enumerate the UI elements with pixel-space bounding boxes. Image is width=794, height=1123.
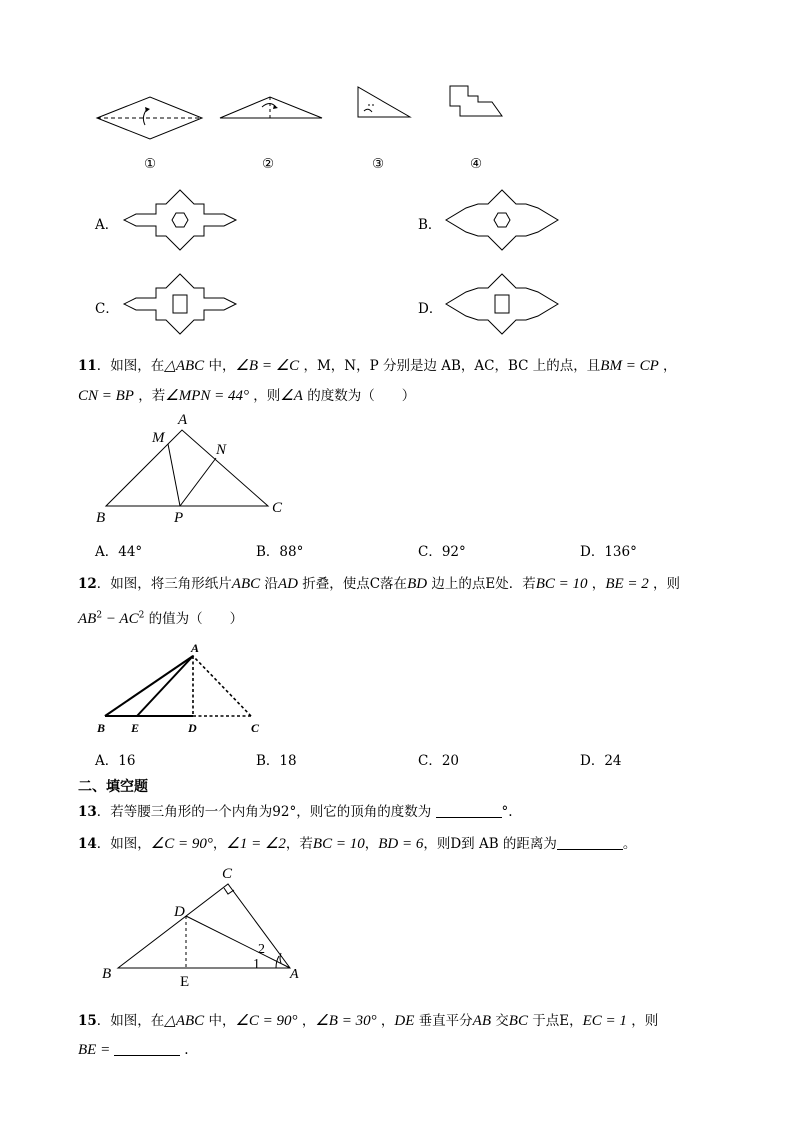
q13-answer-blank[interactable] (436, 803, 502, 818)
q11-number: 11 (78, 358, 97, 374)
q12-stem-line-2: $AB^2 - AC^2$ 的值为（ ） (78, 610, 244, 627)
q10-option-c-figure[interactable] (120, 270, 240, 340)
q10-option-b-figure[interactable] (442, 186, 562, 256)
q12-label-e: E (131, 721, 140, 735)
q14-label-angle-2: 2 (258, 942, 265, 957)
q14-label-e: E (180, 974, 190, 990)
q12-option-a[interactable]: A．16 (95, 753, 136, 769)
section-2-heading: 二、填空题 (78, 779, 148, 795)
fold-step-label-4: ④ (470, 156, 483, 172)
q10-option-a-label[interactable]: A． (95, 217, 119, 233)
q11-triangle-figure (92, 410, 302, 530)
q14-answer-blank[interactable] (557, 835, 623, 850)
q15-stem-line-2: BE = . (78, 1042, 189, 1058)
q14-triangle-figure (98, 862, 318, 992)
q12-option-b[interactable]: B．18 (256, 753, 297, 769)
q13-stem: 13．若等腰三角形的一个内角为92°，则它的顶角的度数为 °. (78, 804, 513, 820)
q10-option-d-figure[interactable] (442, 270, 562, 340)
q12-number: 12 (78, 576, 97, 592)
q14-number: 14 (78, 836, 97, 852)
q11-label-c: C (272, 500, 283, 516)
fold-step-1-figure (95, 95, 205, 145)
q13-number: 13 (78, 804, 97, 820)
q11-label-p: P (174, 510, 184, 526)
q14-label-c: C (222, 866, 233, 882)
q14-label-d: D (174, 904, 185, 920)
q10-option-b-label[interactable]: B． (418, 217, 442, 233)
q10-option-c-label[interactable]: C． (95, 301, 119, 317)
fold-step-2-figure (218, 95, 328, 125)
q11-label-m: M (152, 430, 165, 446)
q11-label-a: A (178, 412, 188, 428)
q11-option-c[interactable]: C．92° (418, 544, 466, 560)
fold-step-label-3: ③ (372, 156, 385, 172)
fold-step-label-2: ② (262, 156, 275, 172)
q15-stem-line-1: 15．如图，在△ABC 中，∠C = 90° ，∠B = 30° ，DE 垂直平分AB 交BC 于点E，EC = 1 ，则 (78, 1013, 659, 1029)
q11-label-b: B (96, 510, 106, 526)
q15-number: 15 (78, 1013, 97, 1029)
q14-stem: 14．如图，∠C = 90°，∠1 = ∠2，若BC = 10，BD = 6，则D到 AB 的距离为 。 (78, 836, 637, 852)
q12-label-a: A (191, 641, 200, 655)
fold-step-4-figure (448, 84, 508, 120)
q12-label-b: B (97, 721, 106, 735)
q12-label-d: D (188, 721, 197, 735)
q12-label-c: C (251, 721, 260, 735)
q10-option-a-figure[interactable] (120, 186, 240, 256)
q14-label-angle-1: 1 (253, 957, 260, 972)
q14-label-b: B (102, 966, 112, 982)
fold-step-label-1: ① (144, 156, 157, 172)
q11-stem-line-2: CN = BP ，若∠MPN = 44° ，则∠A 的度数为（ ） (78, 388, 416, 404)
q10-option-d-label[interactable]: D． (418, 301, 443, 317)
q11-option-d[interactable]: D．136° (580, 544, 637, 560)
q11-label-n: N (216, 442, 227, 458)
q11-stem-line-1: 11．如图，在△ABC 中，∠B = ∠C ，M，N，P 分别是边 AB，AC，BC 上的点，且BM = CP ， (78, 358, 677, 374)
q11-option-a[interactable]: A．44° (95, 544, 143, 560)
q15-answer-blank[interactable] (114, 1041, 180, 1056)
fold-step-3-figure (356, 85, 416, 121)
q11-option-b[interactable]: B．88° (256, 544, 304, 560)
q12-option-c[interactable]: C．20 (418, 753, 460, 769)
q12-stem-line-1: 12．如图，将三角形纸片ABC 沿AD 折叠，使点C落在BD 边上的点E处．若BC = 10 ，BE = 2 ，则 (78, 576, 681, 592)
q14-label-a: A (290, 967, 299, 982)
q12-option-d[interactable]: D．24 (580, 753, 622, 769)
q12-triangle-figure (95, 640, 275, 740)
